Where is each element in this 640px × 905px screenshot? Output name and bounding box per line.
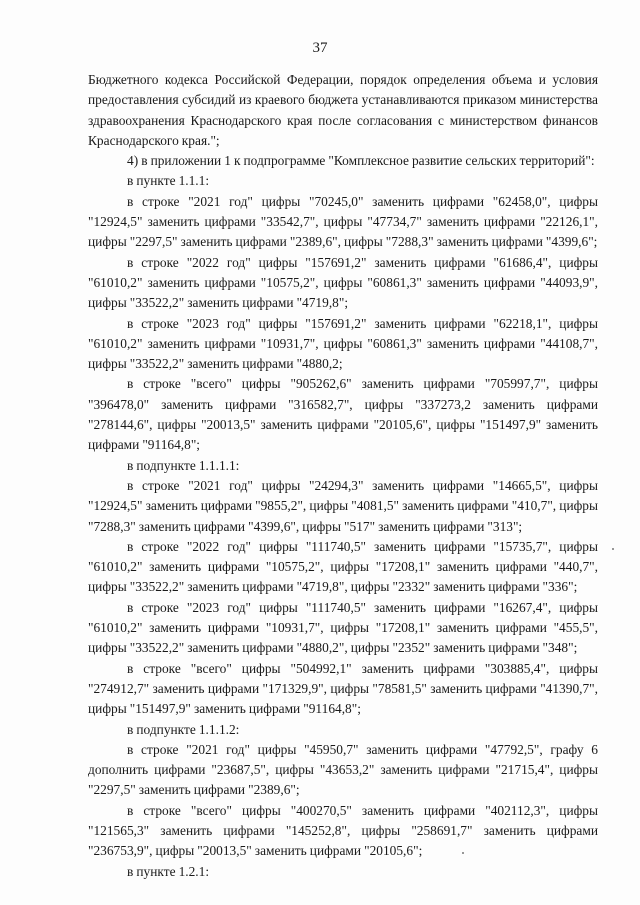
- paragraph-item-4-heading: 4) в приложении 1 к подпрограмме "Комплексное развитие сельских территорий":: [127, 153, 595, 169]
- page-number: 37: [312, 40, 328, 56]
- paragraph-clause-1-2-1: в пункте 1.2.1:: [127, 863, 210, 879]
- paragraph-sub2-row-total: в строке "всего" цифры "400270,5" заменить цифрами "402112,3", цифры "121565,3" заменить цифрами "145252,8", цифры "258691,7" заменить цифрами "236753,9", цифры "20013,5" заменить цифрами "20105,6";: [88, 802, 598, 859]
- paragraph-sub1-row-2023: в строке "2023 год" цифры "111740,5" заменить цифрами "16267,4", цифры "61010,2" заменить цифрами "10931,7", цифры "17208,1" заменить цифрами "455,5", цифры "33522,2" заменить цифрами "4880,2", цифры "2352" заменить цифрами "348";: [88, 599, 598, 656]
- paragraph-sub2-row-2021: в строке "2021 год" цифры "45950,7" заменить цифрами "47792,5", графу 6 дополнить цифрами "23687,5", цифры "43653,2" заменить цифрами "21715,4", цифры "2297,5" заменить цифрами "2389,6";: [88, 741, 598, 798]
- paragraph-continuation: Бюджетного кодекса Российской Федерации, порядок определения объема и условия предоставления субсидий из краевого бюджета устанавливаются приказом министерства здравоохранения Краснодарского края после согласования с министерством финансов Краснодарского края.";: [88, 72, 598, 148]
- paragraph-subclause-1-1-1-1: в подпункте 1.1.1.1:: [127, 457, 240, 473]
- paragraph-clause-1-1-1: в пункте 1.1.1:: [127, 173, 210, 189]
- paragraph-sub1-row-2022: в строке "2022 год" цифры "111740,5" заменить цифрами "15735,7", цифры "61010,2" заменить цифрами "10575,2", цифры "17208,1" заменить цифрами "440,7", цифры "33522,2" заменить цифрами "4719,8", цифры "2332" заменить цифрами "336";: [88, 538, 598, 595]
- paragraph-row-2023: в строке "2023 год" цифры "157691,2" заменить цифрами "62218,1", цифры "61010,2" заменить цифрами "10931,7", цифры "60861,3" заменить цифрами "44108,7", цифры "33522,2" заменить цифрами "4880,2;: [88, 315, 598, 372]
- scan-speck: [462, 852, 464, 854]
- paragraph-row-2021: в строке "2021 год" цифры "70245,0" заменить цифрами "62458,0", цифры "12924,5" заменить цифрами "33542,7", цифры "47734,7" заменить цифрами "22126,1", цифры "2297,5" заменить цифрами "2389,6", цифры "7288,3" заменить цифрами "4399,6";: [88, 193, 598, 250]
- paragraph-row-2022: в строке "2022 год" цифры "157691,2" заменить цифрами "61686,4", цифры "61010,2" заменить цифрами "10575,2", цифры "60861,3" заменить цифрами "44093,9", цифры "33522,2" заменить цифрами "4719,8";: [88, 254, 598, 311]
- paragraph-sub1-row-2021: в строке "2021 год" цифры "24294,3" заменить цифрами "14665,5", цифры "12924,5" заменить цифрами "9855,2", цифры "4081,5" заменить цифрами "410,7", цифры "7288,3" заменить цифрами "4399,6", цифры "517" заменить цифрами "313";: [88, 477, 598, 534]
- scan-speck: [612, 548, 614, 550]
- paragraph-sub1-row-total: в строке "всего" цифры "504992,1" заменить цифрами "303885,4", цифры "274912,7" заменить цифрами "171329,9", цифры "78581,5" заменить цифрами "41390,7", цифры "151497,9" заменить цифрами "91164,8";: [88, 660, 598, 717]
- paragraph-subclause-1-1-1-2: в подпункте 1.1.1.2:: [127, 721, 240, 737]
- document-body: [88, 70, 598, 882]
- paragraph-row-total: в строке "всего" цифры "905262,6" заменить цифрами "705997,7", цифры "396478,0" заменить цифрами "316582,7", цифры "337273,2 заменить цифрами "278144,6", цифры "20013,5" заменить цифрами "20105,6", цифры "151497,9" заменить цифрами "91164,8";: [88, 376, 598, 453]
